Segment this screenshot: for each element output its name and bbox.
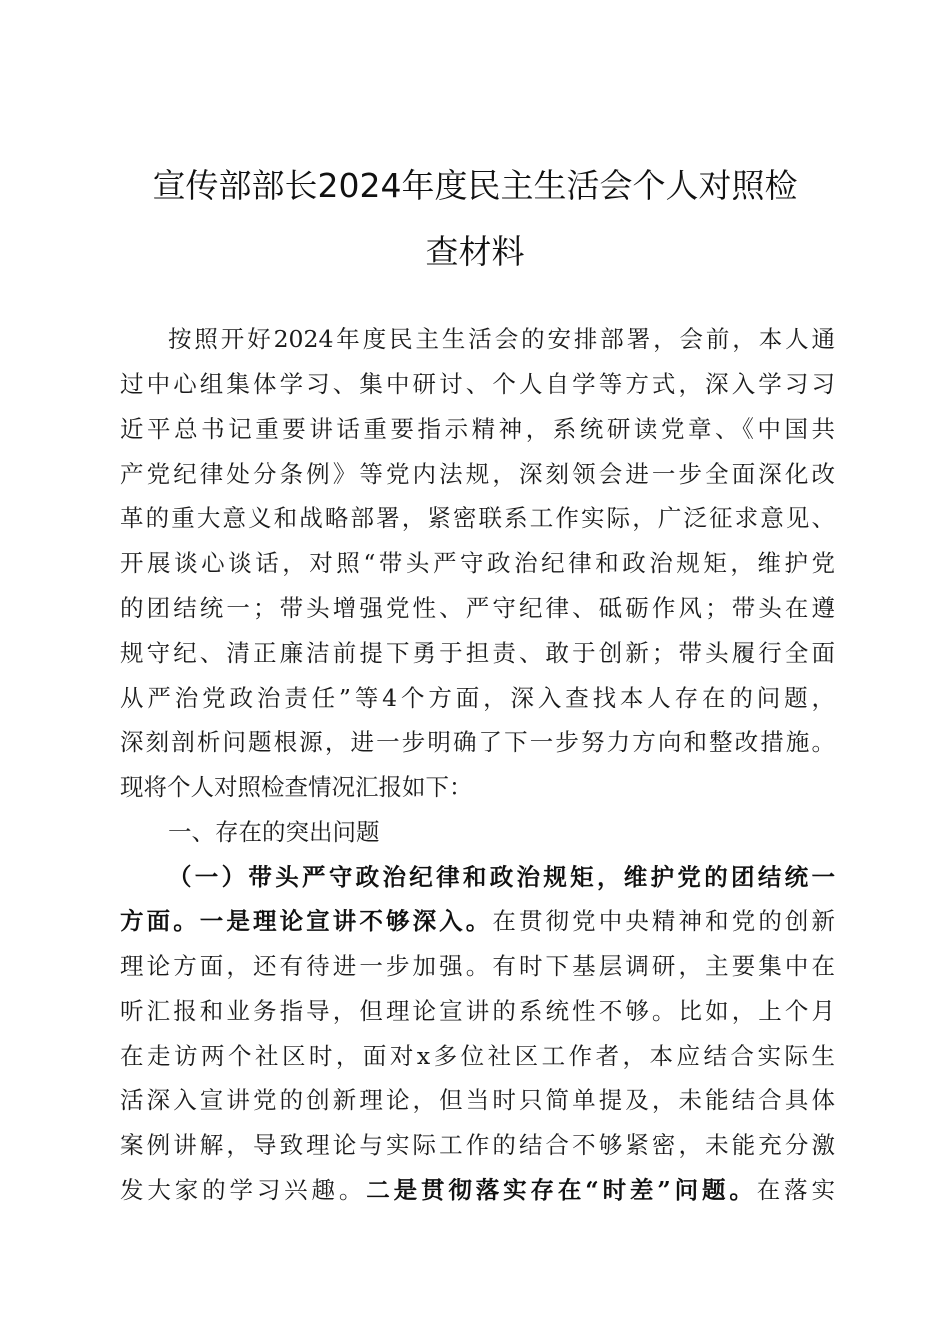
intro-line-8: 规守纪、清正廉洁前提下勇于担责、敢于创新；带头履行全面 [120, 639, 835, 667]
body-line-1 [120, 903, 835, 939]
body-line-7-tail: 在落实 [756, 1176, 836, 1204]
intro-line-2: 过中心组集体学习、集中研讨、个人自学等方式，深入学习习 [120, 370, 835, 398]
point-two-title: 二是贯彻落实存在“时差”问题。 [366, 1176, 757, 1204]
body-line-6: 案例讲解，导致理论与实际工作的结合不够紧密，未能充分激 [120, 1131, 835, 1159]
intro-line-3: 近平总书记重要讲话重要指示精神，系统研读党章、《中国共 [120, 415, 835, 443]
body-line-7 [120, 1172, 835, 1208]
section-heading: 一、存在的突出问题 [168, 818, 380, 846]
intro-line-4: 产党纪律处分条例》等党内法规，深刻领会进一步全面深化改 [120, 460, 835, 488]
document-title-line-1: 宣传部部长2024年度民主生活会个人对照检 [152, 166, 798, 205]
body-line-7-text: 发大家的学习兴趣。 [120, 1176, 367, 1204]
point-one-text: 在贯彻党中央精神和党的创新 [492, 907, 836, 935]
body-line-4: 在走访两个社区时，面对x多位社区工作者，本应结合实际生 [120, 1042, 835, 1070]
intro-line-1: 按照开好2024年度民主生活会的安排部署，会前，本人通 [168, 325, 835, 353]
intro-line-7: 的团结统一；带头增强党性、严守纪律、砥砺作风；带头在遵 [120, 594, 835, 622]
intro-line-6: 开展谈心谈话，对照“带头严守政治纪律和政治规矩，维护党 [120, 549, 835, 577]
intro-line-5: 革的重大意义和战略部署，紧密联系工作实际，广泛征求意见、 [120, 504, 835, 532]
intro-line-9: 从严治党政治责任”等4个方面，深入查找本人存在的问题， [120, 684, 835, 712]
intro-line-10: 深刻剖析问题根源，进一步明确了下一步努力方向和整改措施。 [120, 728, 835, 756]
intro-line-11: 现将个人对照检查情况汇报如下： [120, 773, 473, 801]
subsection-heading: （一）带头严守政治纪律和政治规矩，维护党的团结统一 [168, 863, 835, 891]
point-one-title: 一是理论宣讲不够深入。 [199, 907, 493, 935]
document-title-line-2: 查材料 [425, 232, 525, 271]
body-line-3: 听汇报和业务指导，但理论宣讲的系统性不够。比如，上个月 [120, 997, 835, 1025]
body-line-5: 活深入宣讲党的创新理论，但当时只简单提及，未能结合具体 [120, 1086, 835, 1114]
body-line-2: 理论方面，还有待进一步加强。有时下基层调研，主要集中在 [120, 952, 835, 980]
subsection-heading-end: 方面。 [120, 907, 200, 935]
